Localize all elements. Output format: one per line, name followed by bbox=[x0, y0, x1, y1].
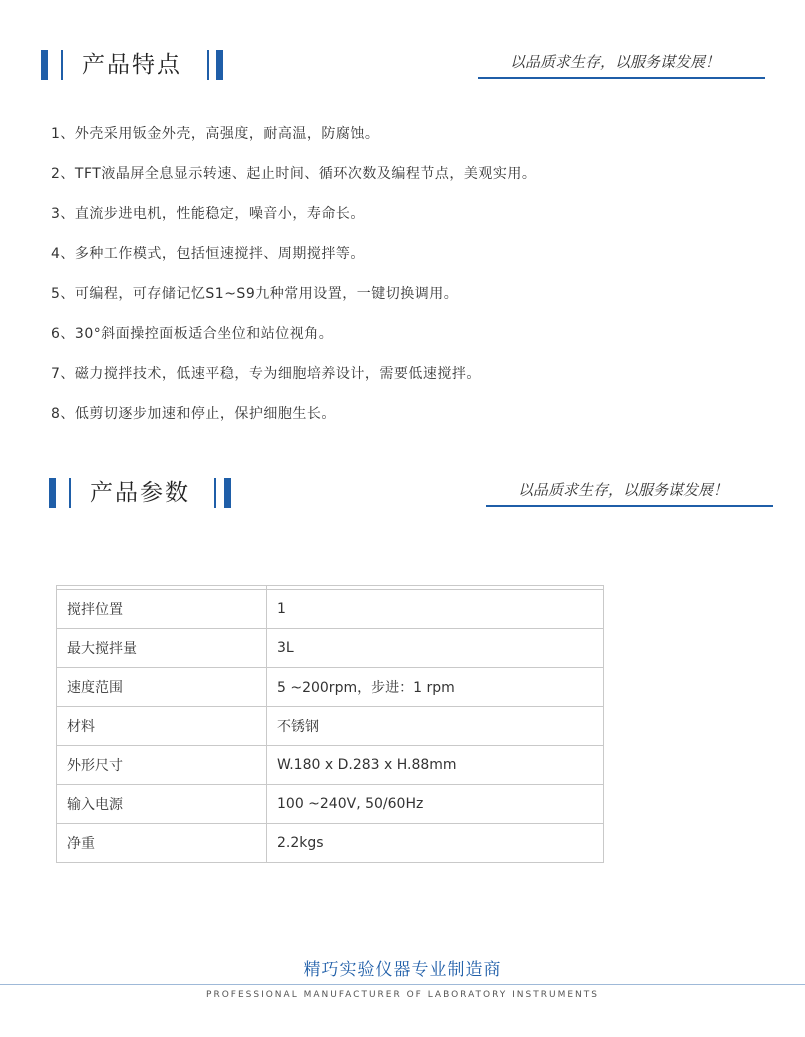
table-row bbox=[57, 824, 604, 863]
header-bar-left-thick bbox=[49, 478, 56, 508]
param-value: 不锈钢 bbox=[267, 707, 604, 746]
feature-item: 3、直流步进电机，性能稳定，噪音小，寿命长。 bbox=[51, 206, 365, 222]
params-title: 产品参数 bbox=[90, 480, 190, 506]
features-title: 产品特点 bbox=[82, 52, 182, 78]
header-bar-right-thin bbox=[214, 478, 216, 508]
param-key: 最大搅拌量 bbox=[57, 629, 267, 668]
param-key: 外形尺寸 bbox=[57, 746, 267, 785]
params-slogan: 以品质求生存，以服务谋发展！ bbox=[518, 481, 729, 499]
feature-item: 1、外壳采用钣金外壳，高强度，耐高温，防腐蚀。 bbox=[51, 126, 380, 142]
feature-item: 5、可编程，可存储记忆S1~S9九种常用设置，一键切换调用。 bbox=[51, 286, 459, 302]
param-key: 输入电源 bbox=[57, 785, 267, 824]
header-bar-left-thick bbox=[41, 50, 48, 80]
table-row bbox=[57, 590, 604, 629]
params-table bbox=[56, 585, 604, 863]
param-value: W.180 x D.283 x H.88mm bbox=[267, 746, 604, 785]
feature-item: 8、低剪切逐步加速和停止，保护细胞生长。 bbox=[51, 406, 336, 422]
table-row bbox=[57, 746, 604, 785]
feature-item: 4、多种工作模式，包括恒速搅拌、周期搅拌等。 bbox=[51, 246, 365, 262]
param-value: 5 ~200rpm，步进：1 rpm bbox=[267, 668, 604, 707]
table-row bbox=[57, 707, 604, 746]
footer-tagline-cn: 精巧实验仪器专业制造商 bbox=[303, 960, 502, 980]
table-row bbox=[57, 785, 604, 824]
table-row bbox=[57, 668, 604, 707]
header-bar-right-thick bbox=[216, 50, 223, 80]
header-bar-left-thin bbox=[69, 478, 71, 508]
param-key: 净重 bbox=[57, 824, 267, 863]
param-key: 搅拌位置 bbox=[57, 590, 267, 629]
features-slogan: 以品质求生存，以服务谋发展！ bbox=[510, 53, 721, 71]
header-bar-right-thick bbox=[224, 478, 231, 508]
params-slogan-underline bbox=[486, 505, 773, 507]
feature-item: 7、磁力搅拌技术，低速平稳，专为细胞培养设计，需要低速搅拌。 bbox=[51, 366, 481, 382]
header-bar-right-thin bbox=[207, 50, 209, 80]
features-slogan-underline bbox=[478, 77, 765, 79]
table-row bbox=[57, 629, 604, 668]
feature-item: 6、30°斜面操控面板适合坐位和站位视角。 bbox=[51, 326, 334, 342]
footer-divider bbox=[0, 984, 805, 985]
param-key: 速度范围 bbox=[57, 668, 267, 707]
param-value: 2.2kgs bbox=[267, 824, 604, 863]
features-list bbox=[51, 124, 771, 444]
param-value: 3L bbox=[267, 629, 604, 668]
param-key: 材料 bbox=[57, 707, 267, 746]
footer-tagline-en: PROFESSIONAL MANUFACTURER OF LABORATORY INSTRUMENTS bbox=[206, 990, 599, 1000]
params-header bbox=[0, 476, 805, 516]
param-value: 100 ~240V, 50/60Hz bbox=[267, 785, 604, 824]
features-header bbox=[0, 48, 805, 88]
feature-item: 2、TFT液晶屏全息显示转速、起止时间、循环次数及编程节点，美观实用。 bbox=[51, 166, 537, 182]
header-bar-left-thin bbox=[61, 50, 63, 80]
param-value: 1 bbox=[267, 590, 604, 629]
